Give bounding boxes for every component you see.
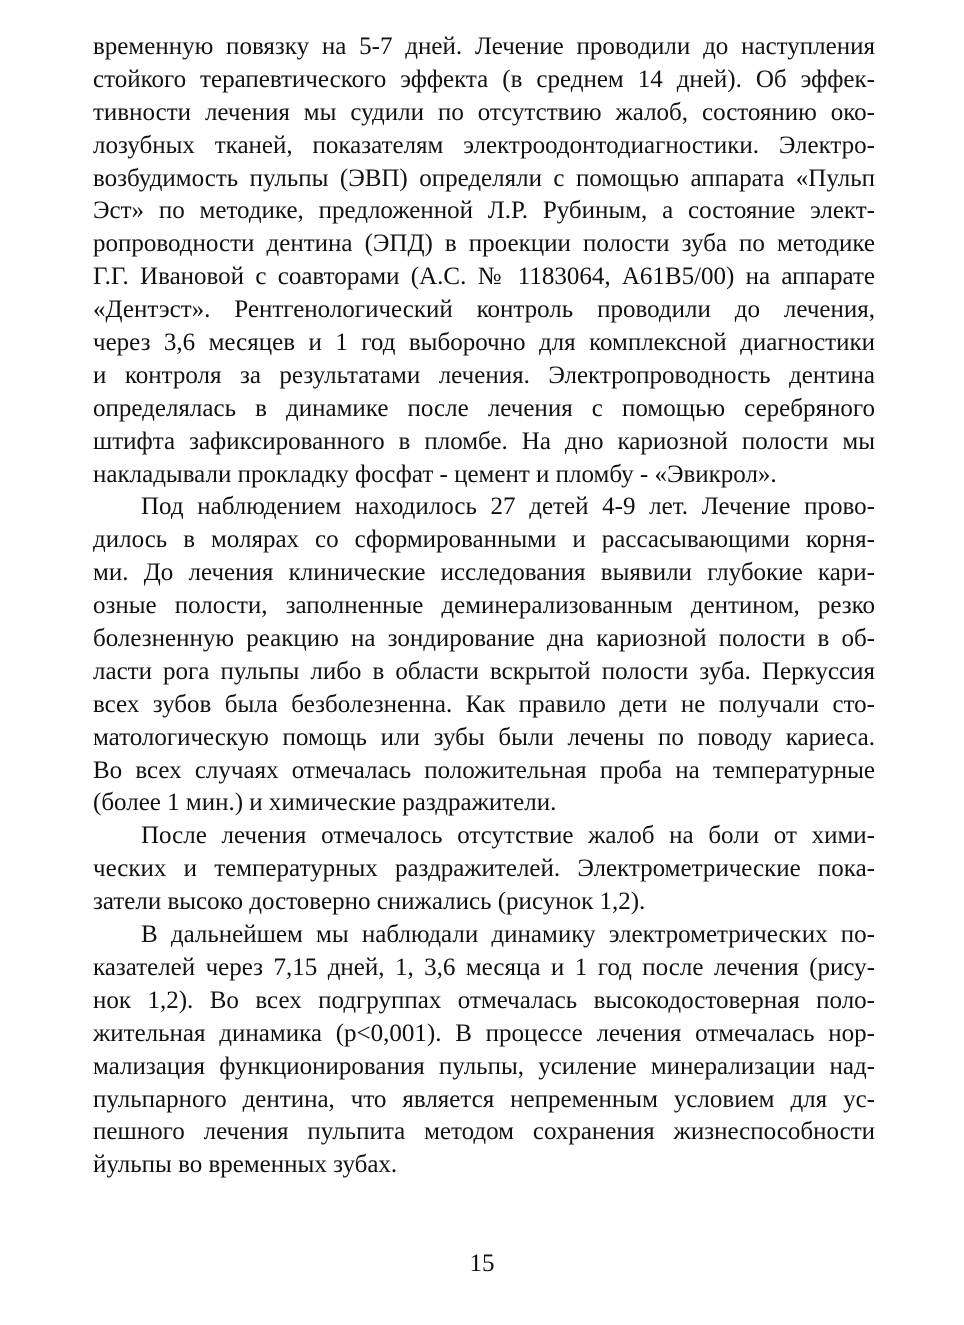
- text-line: После лечения отмечалось отсутствие жалоб на боли от хими-: [141, 822, 875, 850]
- text-line: возбудимость пульпы (ЭВП) определяли с помощью аппарата «Пульп: [93, 164, 875, 192]
- text-line: Г.Г. Ивановой с соавторами (А.С. № 1183064, А61В5/00) на аппарате: [93, 263, 875, 291]
- text-line: лозубных тканей, показателям электроодонтодиагностики. Электро-: [93, 131, 875, 159]
- text-line: пульпарного дентина, что является непременным условием для ус-: [93, 1085, 875, 1113]
- paragraph: [93, 31, 875, 491]
- text-line: накладывали прокладку фосфат - цемент и пломбу - «Эвикрол».: [93, 460, 777, 488]
- paragraph: [93, 820, 875, 919]
- text-line: и контроля за результатами лечения. Электропроводность дентина: [93, 361, 875, 389]
- text-line: пешного лечения пульпита методом сохранения жизнеспособности: [93, 1118, 875, 1146]
- text-line: ласти рога пульпы либо в области вскрытой полости зуба. Перкуссия: [93, 657, 875, 685]
- text-line: ми. До лечения клинические исследования выявили глубокие кари-: [93, 559, 875, 587]
- text-line: Эст» по методике, предложенной Л.Р. Рубиным, а состояние элект-: [93, 197, 875, 225]
- body-text: [93, 31, 875, 1182]
- text-line: определялась в динамике после лечения с помощью серебряного: [93, 394, 875, 422]
- page-number: 15: [469, 1250, 495, 1277]
- text-line: «Дентэст». Рентгенологический контроль проводили до лечения,: [93, 296, 875, 324]
- text-line: затели высоко достоверно снижались (рисунок 1,2).: [93, 888, 646, 916]
- text-line: ческих и температурных раздражителей. Электрометрические пока-: [93, 855, 875, 883]
- text-line: матологическую помощь или зубы были лечены по поводу кариеса.: [93, 723, 875, 751]
- text-line: мализация функционирования пульпы, усиление минерализации над-: [93, 1052, 875, 1080]
- text-line: штифта зафиксированного в пломбе. На дно кариозной полости мы: [93, 427, 875, 455]
- text-line: болезненную реакцию на зондирование дна кариозной полости в об-: [93, 625, 875, 653]
- text-line: казателей через 7,15 дней, 1, 3,6 месяца и 1 год после лечения (рису-: [93, 953, 875, 981]
- text-line: ропроводности дентина (ЭПД) в проекции полости зуба по методике: [93, 230, 875, 258]
- paragraph: [93, 919, 875, 1182]
- text-line: через 3,6 месяцев и 1 год выборочно для комплексной диагностики: [93, 329, 875, 357]
- paragraph: [93, 491, 875, 820]
- text-line: нок 1,2). Во всех подгруппах отмечалась высокодостоверная поло-: [93, 986, 875, 1014]
- text-line: стойкого терапевтического эффекта (в среднем 14 дней). Об эффек-: [93, 65, 875, 93]
- text-line: Под наблюдением находилось 27 детей 4-9 лет. Лечение прово-: [141, 493, 875, 521]
- text-line: тивности лечения мы судили по отсутствию жалоб, состоянию око-: [93, 98, 875, 126]
- text-line: йульпы во временных зубах.: [93, 1151, 398, 1179]
- text-line: озные полости, заполненные деминерализованным дентином, резко: [93, 592, 875, 620]
- text-line: Во всех случаях отмечалась положительная проба на температурные: [93, 756, 875, 784]
- text-line: жительная динамика (р<0,001). В процессе лечения отмечалась нор-: [93, 1019, 875, 1047]
- text-line: временную повязку на 5-7 дней. Лечение проводили до наступления: [93, 33, 875, 60]
- text-line: дилось в молярах со сформированными и рассасывающими корня-: [93, 526, 875, 554]
- text-line: В дальнейшем мы наблюдали динамику электрометрических по-: [141, 921, 875, 949]
- text-line: (более 1 мин.) и химические раздражители.: [93, 789, 557, 817]
- text-line: всех зубов была безболезненна. Как правило дети не получали сто-: [93, 690, 875, 718]
